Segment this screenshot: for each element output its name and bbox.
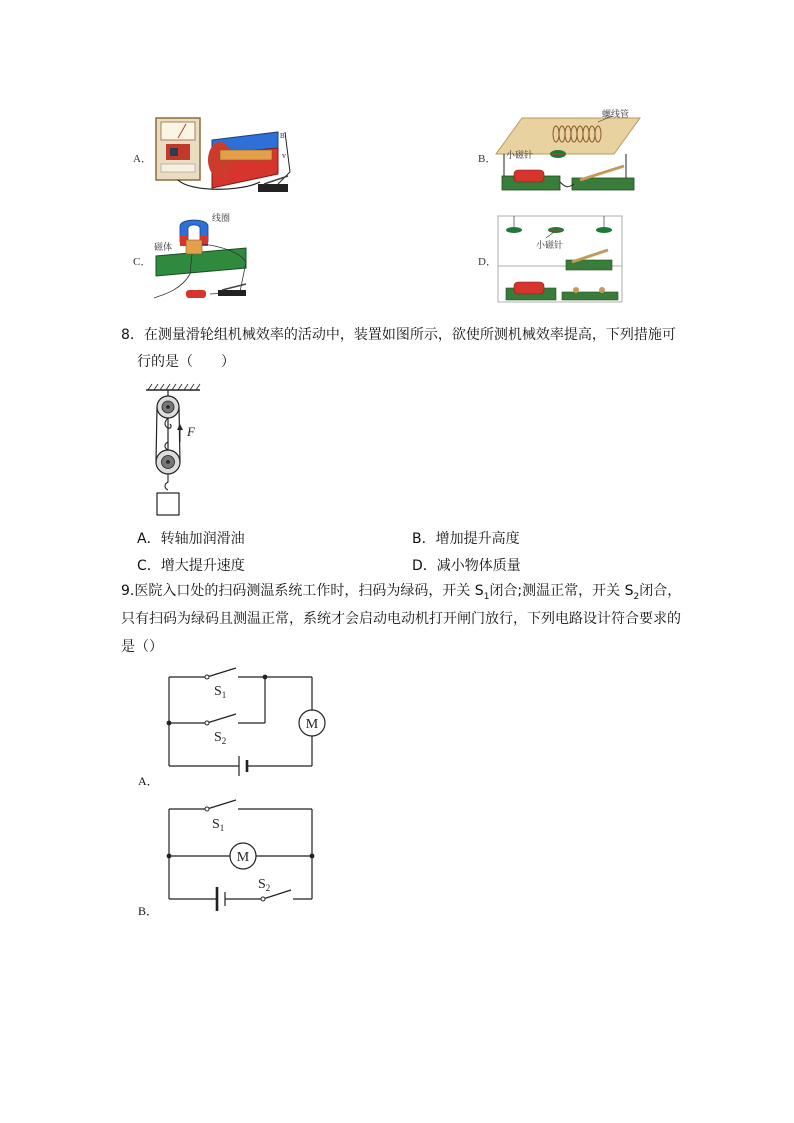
magnet-label: 磁体 [154,243,173,253]
circuit-b-figure [160,794,330,918]
q8-choice-c-text: 增大提升速度 [160,558,245,574]
s2-label: $S_2$ [214,730,227,746]
svg-text:M: M [236,850,250,865]
svg-text:B: B [280,132,285,140]
q8-choice-d-letter: D． [412,558,437,574]
q7-option-b-figure [494,108,644,203]
q7-option-a-label[interactable]: A． [133,153,152,165]
board-icon [496,118,640,154]
q8-choice-b[interactable] [412,528,520,548]
needle-label: 小磁针 [506,151,534,161]
q8-choice-d[interactable] [412,555,521,575]
circuit-a-figure [160,662,330,788]
q8-choice-c[interactable] [137,555,245,575]
q8-choice-b-letter: B． [412,531,436,547]
q9-circuit-a-label[interactable]: A． [138,774,159,788]
battery-icon [514,170,544,182]
switch-s1-icon [207,800,236,809]
q8-choice-d-text: 减小物体质量 [436,558,521,574]
q9-circuit-b-label[interactable]: B． [138,904,159,918]
s1-label: $S_1$ [212,817,225,833]
load-block-icon [157,493,179,515]
q8-choice-c-letter: C． [137,558,161,574]
battery-icon [514,282,544,294]
svg-text:M: M [305,717,319,732]
q7-option-c-label[interactable]: C． [133,256,152,268]
solenoid-label: 螺线管 [602,110,630,120]
compass-icon [596,227,612,233]
force-arrow-icon [177,424,183,430]
q8-stem-line1: 8．在测量滑轮组机械效率的活动中，装置如图所示，欲使所测机械效率提高，下列措施可 [121,327,676,343]
q8-choice-a-letter: A． [137,531,161,547]
q9-stem-line2: 只有扫码为绿码且测温正常，系统才会启动电动机打开闸门放行，下列电路设计符合要求的 [121,611,681,627]
q9-stem-line3: 是（） [121,639,163,655]
q8-choice-a[interactable] [137,528,245,548]
switch-icon [222,284,246,290]
switch-s1-icon [207,668,236,677]
switch-s2-icon [207,714,236,723]
s2-label: $S_2$ [258,877,271,893]
q7-option-c-figure [150,212,300,304]
pulley-system-figure [140,382,210,520]
s1-label: $S_1$ [214,684,227,700]
q7-option-d-label[interactable]: D． [478,256,497,268]
compass-icon [506,227,522,233]
svg-text:v: v [282,151,286,160]
q8-stem-line2: 行的是（ ） [137,354,235,370]
needle-label: 小磁针 [536,241,564,251]
q7-option-a-figure [150,112,300,202]
force-label: F [187,424,195,439]
q9-stem-line1: 9.医院入口处的扫码测温系统工作时，扫码为绿码，开关 $S_1$闭合;测温正常，开关 $S_2$闭合， [121,583,682,602]
q7-option-d-figure [496,212,624,304]
battery-icon [186,290,206,298]
coil-label: 线圈 [212,214,231,224]
q8-choice-a-text: 转轴加润滑油 [160,531,245,547]
q7-option-b-label[interactable]: B． [478,153,497,165]
q8-choice-b-text: 增加提升高度 [435,531,520,547]
